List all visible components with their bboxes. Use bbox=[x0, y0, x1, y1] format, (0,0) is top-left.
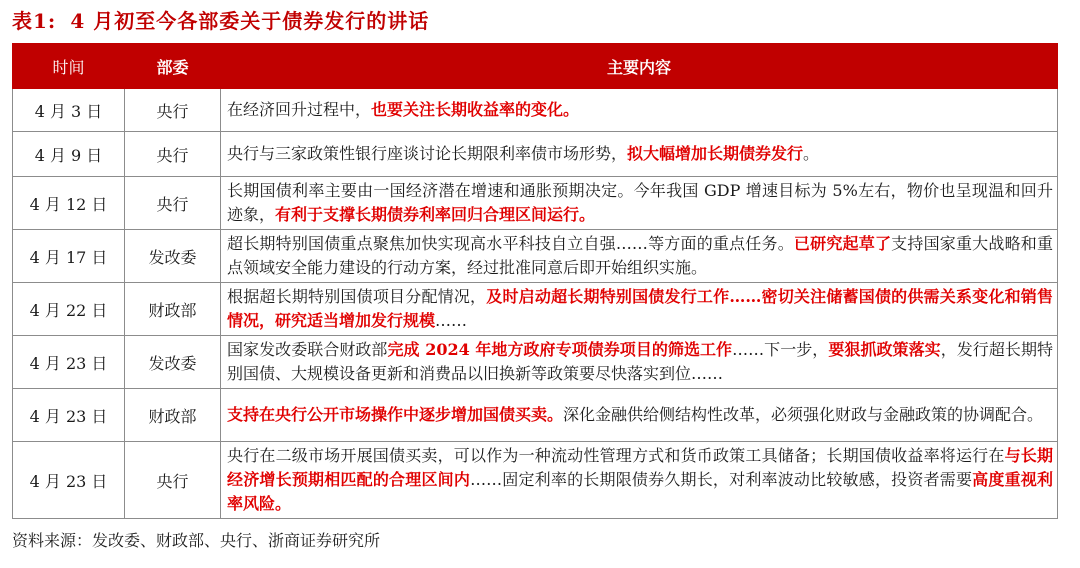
content-cell bbox=[221, 283, 1058, 336]
table-row bbox=[13, 336, 1058, 389]
ministry-cell: 财政部 bbox=[125, 283, 221, 336]
text-segment: ……固定利率的长期限债券久期长，对利率波动比较敏感，投资者需要 bbox=[470, 470, 973, 489]
ministry-cell: 央行 bbox=[125, 89, 221, 132]
date-cell: 4 月 23 日 bbox=[13, 389, 125, 442]
header-row bbox=[13, 44, 1058, 89]
table-row bbox=[13, 177, 1058, 230]
date-cell: 4 月 23 日 bbox=[13, 442, 125, 519]
date-cell: 4 月 23 日 bbox=[13, 336, 125, 389]
text-segment: 央行在二级市场开展国债买卖，可以作为一种流动性管理方式和货币政策工具储备；长期国债收益率将运行在 bbox=[227, 446, 1005, 465]
speech-table bbox=[12, 43, 1058, 519]
text-segment: ……下一步， bbox=[732, 340, 829, 359]
highlight-segment: 有利于支撑长期债券利率回归合理区间运行。 bbox=[275, 205, 596, 224]
header-time: 时间 bbox=[13, 44, 125, 89]
highlight-segment: 已研究起草了 bbox=[793, 234, 892, 253]
highlight-segment: 支持在央行公开市场操作中逐步增加国债买卖。 bbox=[227, 405, 564, 424]
content-cell bbox=[221, 230, 1058, 283]
text-segment: 深化金融供给侧结构性改革，必须强化财政与金融政策的协调配合。 bbox=[563, 405, 1044, 424]
table-row bbox=[13, 283, 1058, 336]
ministry-cell: 发改委 bbox=[125, 336, 221, 389]
header-content: 主要内容 bbox=[221, 44, 1058, 89]
highlight-segment: 也要关注长期收益率的变化。 bbox=[371, 100, 580, 119]
ministry-cell: 发改委 bbox=[125, 230, 221, 283]
text-segment: 支持国家重大战略和重点领域安全能力建设的行动方案，经过批准同意后即开始组织实施。 bbox=[227, 234, 1053, 277]
content-cell bbox=[221, 389, 1058, 442]
content-cell bbox=[221, 132, 1058, 177]
date-cell: 4 月 3 日 bbox=[13, 89, 125, 132]
table-row bbox=[13, 132, 1058, 177]
table-row bbox=[13, 89, 1058, 132]
ministry-cell: 央行 bbox=[125, 132, 221, 177]
ministry-cell: 央行 bbox=[125, 442, 221, 519]
ministry-cell: 央行 bbox=[125, 177, 221, 230]
table-caption bbox=[12, 6, 429, 36]
table-row bbox=[13, 442, 1058, 519]
text-segment: 。 bbox=[803, 144, 820, 163]
table-row bbox=[13, 389, 1058, 442]
highlight-segment: 要狠抓政策落实 bbox=[828, 340, 941, 359]
caption-text: 4 月初至今各部委关于债券发行的讲话 bbox=[70, 9, 430, 33]
content-cell bbox=[221, 336, 1058, 389]
date-cell: 4 月 12 日 bbox=[13, 177, 125, 230]
highlight-segment: 高度重视利率风险。 bbox=[227, 470, 1053, 513]
caption-label: 表1: bbox=[12, 9, 57, 33]
date-cell: 4 月 17 日 bbox=[13, 230, 125, 283]
date-cell: 4 月 9 日 bbox=[13, 132, 125, 177]
text-segment: 国家发改委联合财政部 bbox=[227, 340, 388, 359]
date-cell: 4 月 22 日 bbox=[13, 283, 125, 336]
ministry-cell: 财政部 bbox=[125, 389, 221, 442]
highlight-segment: 及时启动超长期特别国债发行工作……密切关注储蓄国债的供需关系变化和销售情况，研究适当增加发行规模 bbox=[227, 287, 1053, 330]
highlight-segment: 与长期经济增长预期相匹配的合理区间内 bbox=[227, 446, 1053, 489]
text-segment: 央行与三家政策性银行座谈讨论长期限利率债市场形势， bbox=[227, 144, 628, 163]
content-cell bbox=[221, 442, 1058, 519]
text-segment: …… bbox=[435, 311, 468, 330]
table-row bbox=[13, 230, 1058, 283]
text-segment: 根据超长期特别国债项目分配情况， bbox=[227, 287, 487, 306]
text-segment: ，发行超长期特别国债、大规模设备更新和消费品以旧换新等政策要尽快落实到位…… bbox=[227, 340, 1053, 383]
highlight-segment: 拟大幅增加长期债券发行 bbox=[627, 144, 804, 163]
source-note: 资料来源：发改委、财政部、央行、浙商证券研究所 bbox=[12, 531, 381, 550]
highlight-segment: 完成 2024 年地方政府专项债券项目的筛选工作 bbox=[387, 340, 733, 359]
text-segment: 在经济回升过程中， bbox=[227, 100, 372, 119]
header-ministry: 部委 bbox=[125, 44, 221, 89]
content-cell bbox=[221, 177, 1058, 230]
content-cell bbox=[221, 89, 1058, 132]
text-segment: 超长期特别国债重点聚焦加快实现高水平科技自立自强……等方面的重点任务。 bbox=[227, 234, 794, 253]
text-segment: 长期国债利率主要由一国经济潜在增速和通胀预期决定。今年我国 GDP 增速目标为 5%左右，物价也呈现温和回升迹象， bbox=[227, 181, 1053, 224]
